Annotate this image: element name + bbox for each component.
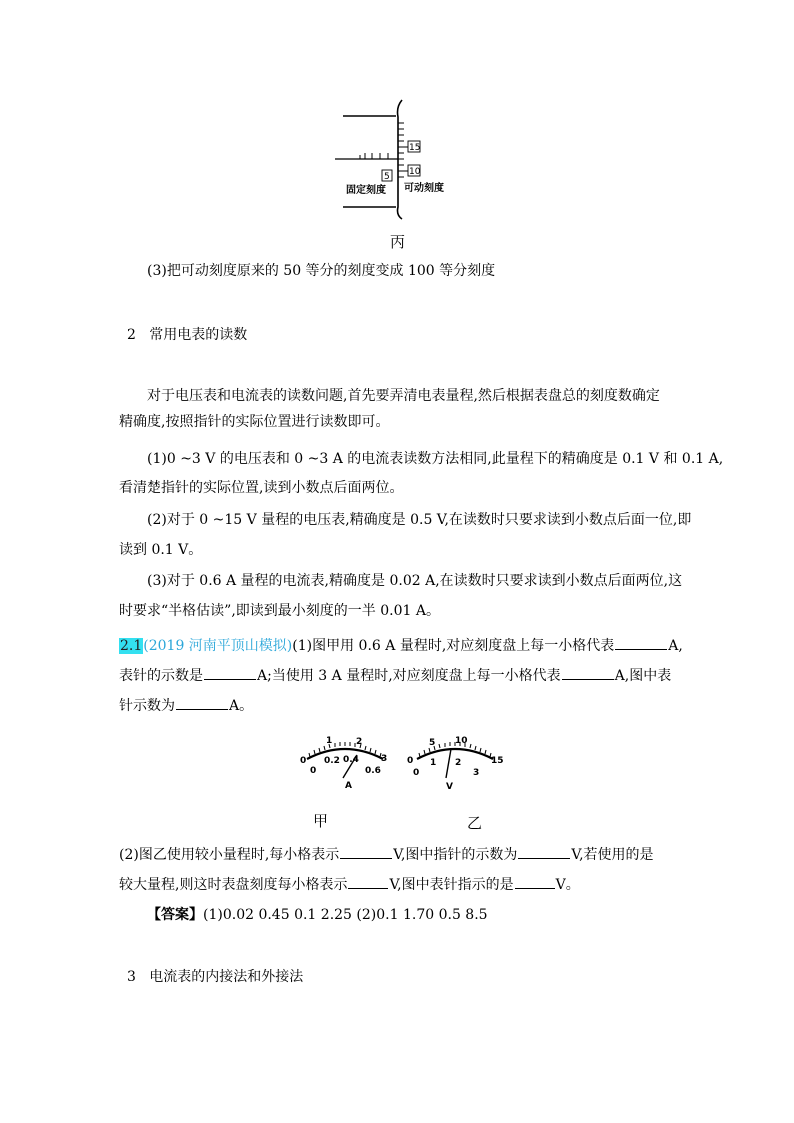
micrometer-figure [330,95,460,220]
jia-outer-0: 0 [300,756,307,766]
jia-inner-1: 0.2 [324,756,340,766]
point-1-line-1: (1)0 ~3 V 的电压表和 0 ~3 A 的电流表读数方法相同,此量程下的精确度是 0.1 V 和 0.1 A, [147,451,724,467]
answer-text: (1)0.02 0.45 0.1 2.25 (2)0.1 1.70 0.5 8.5 [203,907,488,923]
question-2-text-e: V,图中表针指示的是 [389,877,514,893]
jia-outer-1: 1 [326,736,333,746]
question-2-line-2 [119,875,580,894]
answer-blank[interactable] [176,696,228,710]
question-1-text-c: 表针的示数是 [119,668,203,684]
yi-pointer [446,749,451,778]
jia-unit: A [345,781,352,791]
question-line-2 [119,666,671,685]
section-2-heading [127,326,247,344]
meter-jia-caption: 甲 [313,812,329,830]
yi-outer-1: 5 [429,738,436,748]
question-1-text-e: A,图中表 [614,668,672,684]
intro-line-1: 对于电压表和电流表的读数问题,首先要弄清电表量程,然后根据表盘总的刻度数确定 [147,388,660,404]
question-2-text-c: V,若使用的是 [571,847,654,863]
question-line-1 [119,636,683,655]
point-1-line-2: 看清楚指针的实际位置,读到小数点后面两位。 [119,480,404,496]
answer-blank[interactable] [615,636,667,650]
question-2-line-1 [119,845,654,864]
section-3-number: 3 [127,969,136,985]
section-2-number: 2 [127,327,136,343]
answer-blank[interactable] [518,845,570,859]
question-2-text-d: 较大量程,则这时表盘刻度每小格表示 [119,877,348,893]
yi-inner-1: 1 [430,758,437,768]
yi-outer-2: 10 [455,736,468,746]
point-2-line-1: (2)对于 0 ~15 V 量程的电压表,精确度是 0.5 V,在读数时只要求读到小数点后面一位,即 [147,512,692,528]
answer-blank[interactable] [340,845,392,859]
jia-outer-2: 2 [356,737,363,747]
section-3-heading [127,968,303,986]
answer-line [147,906,488,924]
yi-inner-3: 3 [473,768,480,778]
jia-inner-0: 0 [310,766,317,776]
box-15-label: 15 [409,143,421,153]
figure-bing-caption: 丙 [390,233,406,251]
jia-inner-2: 0.4 [343,755,359,765]
point-2-line-2: 读到 0.1 V。 [119,542,203,558]
ammeter-jia [295,733,395,793]
question-2-text-f: V。 [555,877,580,893]
question-source: (2019 河南平顶山模拟) [143,638,293,654]
yi-outer-0: 0 [407,756,414,766]
jia-outer-3: 3 [381,754,388,764]
yi-inner-0: 0 [413,768,420,778]
question-1-text-b: A, [668,638,683,654]
question-1-text-g: A。 [229,698,254,714]
yi-inner-2: 2 [455,758,462,768]
meter-yi-caption: 乙 [467,814,483,832]
question-line-3 [119,696,253,715]
jia-inner-3: 0.6 [365,766,381,776]
question-1-text-a: (1)图甲用 0.6 A 量程时,对应刻度盘上每一小格代表 [292,638,615,654]
item-3-text: (3)把可动刻度原来的 50 等分的刻度变成 100 等分刻度 [147,263,496,279]
box-10-label: 10 [409,167,421,177]
movable-scale-label: 可动刻度 [404,183,444,194]
fixed-scale-label: 固定刻度 [346,185,386,196]
answer-blank[interactable] [562,666,614,680]
question-2-text-a: (2)图乙使用较小量程时,每小格表示 [119,847,340,863]
answer-blank[interactable] [204,666,256,680]
answer-blank[interactable] [515,875,555,889]
voltmeter-yi [405,733,505,793]
question-tag: 2.1 [120,638,143,654]
yi-unit: V [446,782,453,792]
section-3-title: 电流表的内接法和外接法 [149,969,304,985]
section-2-title: 常用电表的读数 [149,327,248,343]
question-1-text-d: A;当使用 3 A 量程时,对应刻度盘上每一小格代表 [257,668,561,684]
answer-label: 【答案】 [147,907,203,923]
answer-blank[interactable] [348,875,388,889]
point-3-line-1: (3)对于 0.6 A 量程的电流表,精确度是 0.02 A,在读数时只要求读到小数点后面两位,这 [147,573,683,589]
question-2-text-b: V,图中指针的示数为 [393,847,518,863]
point-3-line-2: 时要求“半格估读”,即读到最小刻度的一半 0.01 A。 [119,603,440,619]
intro-line-2: 精确度,按照指针的实际位置进行读数即可。 [119,414,390,430]
question-1-text-f: 针示数为 [119,698,175,714]
box-5-label: 5 [384,172,390,182]
yi-outer-3: 15 [491,756,504,766]
